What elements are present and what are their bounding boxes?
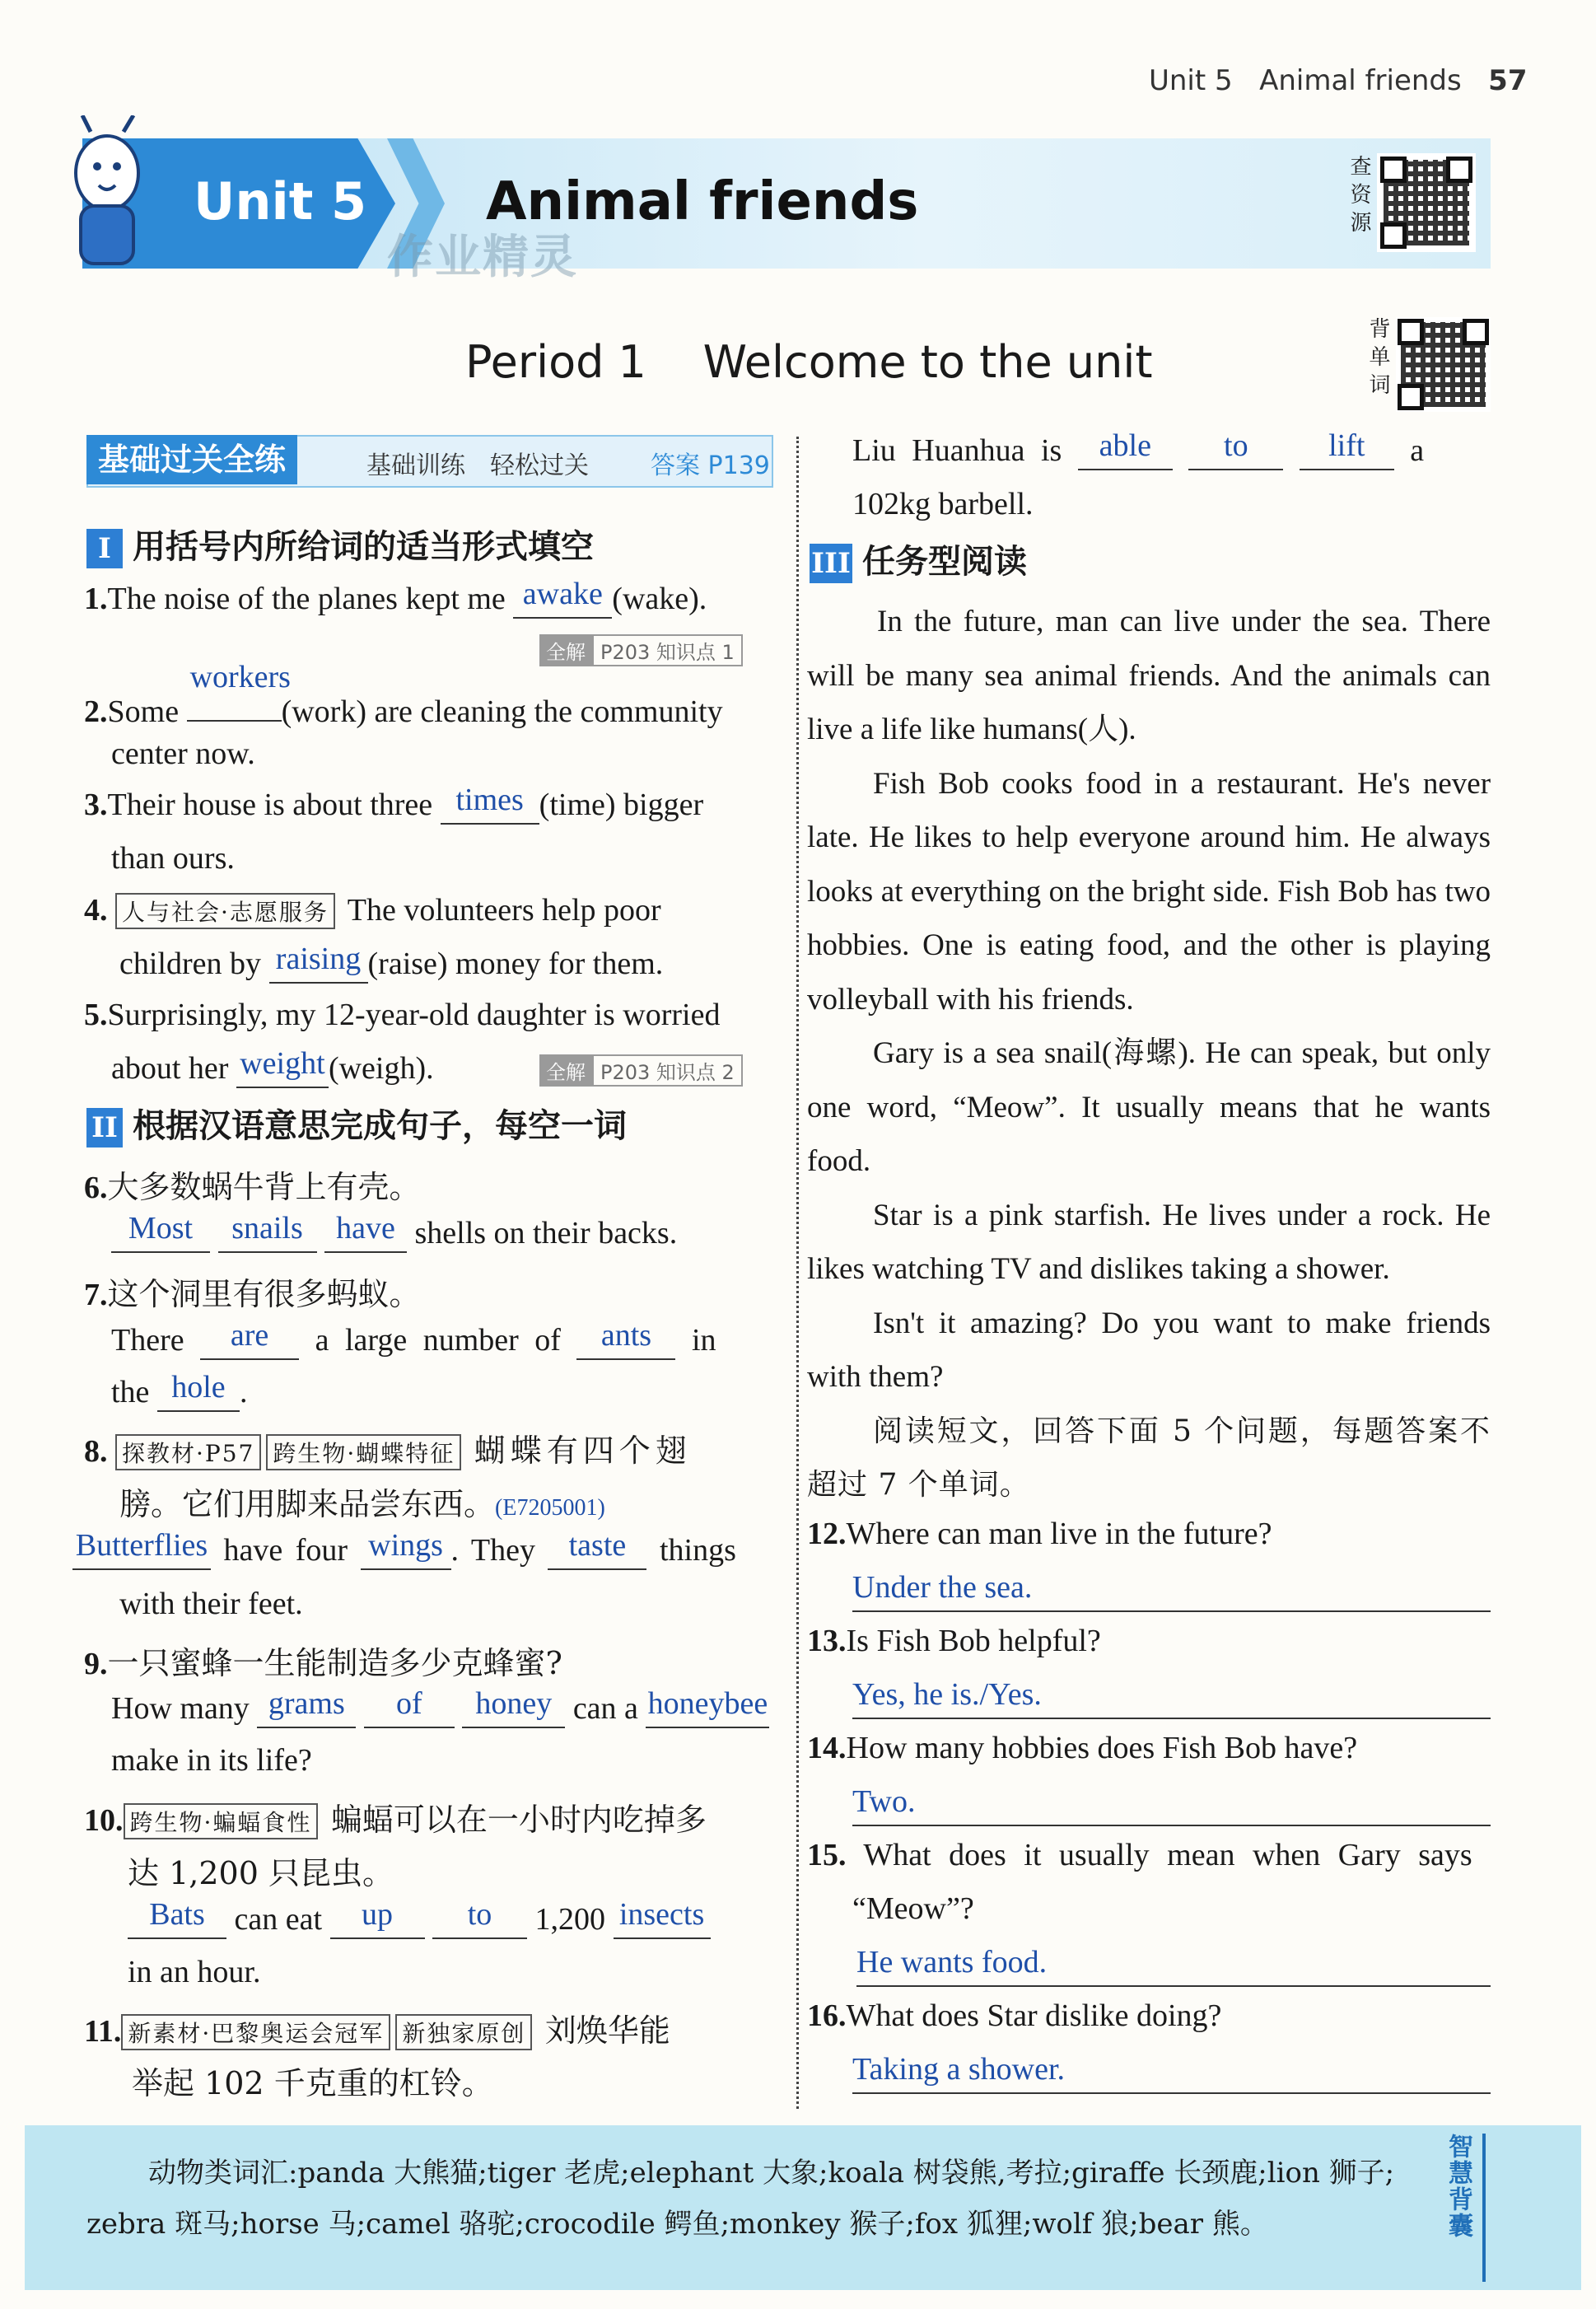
qr-resource-label: 查资源	[1346, 155, 1371, 239]
q6-num: 6.	[84, 1171, 108, 1205]
q5-ref-a: 全解	[539, 1054, 592, 1087]
unit-title: Animal friends	[486, 171, 919, 232]
q5	[84, 997, 720, 1033]
passage-para-4: Star is a pink starfish. He lives under a rock. He likes watching TV and dislikes taking a shower.	[807, 1198, 1491, 1286]
q5-answer: weight	[240, 1046, 325, 1081]
q8-answer-1: Butterflies	[75, 1528, 208, 1563]
q6-answer-2: snails	[231, 1211, 303, 1246]
q8-code: (E7205001)	[495, 1495, 605, 1521]
q11-blank-3[interactable]	[1300, 428, 1394, 470]
q7-w4: the	[111, 1375, 150, 1409]
q10-blank-4[interactable]	[614, 1897, 711, 1939]
q2-text: Some	[107, 694, 180, 729]
q7-blank-2[interactable]	[576, 1318, 675, 1360]
q7-w2: a large number of	[315, 1323, 561, 1358]
q11-cn-cont	[132, 2058, 493, 2103]
running-header-title: Animal friends	[1259, 64, 1462, 97]
q3-blank[interactable]	[441, 783, 539, 825]
q15-cont: “Meow”?	[852, 1891, 974, 1926]
q1-ref-b: P203 知识点 1	[592, 634, 743, 666]
section2-title	[86, 1100, 627, 1147]
column-divider	[796, 437, 799, 2109]
q6-blank-2[interactable]	[218, 1211, 317, 1253]
section3-roman: III	[810, 544, 852, 583]
q9-answer-1: grams	[268, 1686, 345, 1721]
q8-answer-3: taste	[568, 1528, 627, 1563]
q12: 12.Where can man live in the future?	[807, 1517, 1272, 1551]
q7-answer-3: hole	[171, 1370, 226, 1405]
practice-subtitle: 基础训练 轻松过关	[366, 451, 589, 480]
q14-answer-line[interactable]	[852, 1783, 1491, 1826]
q5-cont-pre: about her	[111, 1051, 229, 1086]
q11-cont: 102kg barbell.	[852, 487, 1034, 521]
q11-w1: Liu Huanhua is	[852, 433, 1062, 468]
page-number: 57	[1488, 64, 1528, 97]
q3-num: 3.	[84, 788, 108, 822]
q9-blank-3[interactable]	[462, 1686, 565, 1728]
q9-answer-2: of	[395, 1686, 422, 1721]
q7-cn: 这个洞里有很多蚂蚁。	[107, 1276, 421, 1312]
q1-post: (wake).	[612, 582, 707, 616]
q10-num: 10.	[84, 1803, 124, 1838]
q9-blank-4[interactable]	[646, 1686, 769, 1728]
q11-answer-1: able	[1099, 428, 1151, 463]
q7-w1: There	[111, 1323, 184, 1358]
q7-blank-1[interactable]	[200, 1318, 299, 1360]
q6-answer-3: have	[336, 1211, 395, 1246]
q9-cn: 一只蜜蜂一生能制造多少克蜂蜜?	[107, 1645, 562, 1681]
q12-answer: Under the sea.	[852, 1570, 1033, 1605]
q7-end: .	[239, 1375, 248, 1409]
q3-answer: times	[455, 783, 524, 817]
q4-answer: raising	[275, 942, 362, 976]
q9-w1: How many	[111, 1691, 250, 1726]
unit-label: Unit 5	[194, 171, 367, 231]
q9	[84, 1638, 562, 1683]
q4-post: The volunteers help poor	[347, 893, 661, 928]
q5-ref-b: P203 知识点 2	[592, 1054, 743, 1087]
q11-cn2: 举起 102 千克重的杠铃。	[132, 2065, 493, 2101]
q15-answer: He wants food.	[856, 1945, 1048, 1979]
q9-w2: can a	[572, 1691, 638, 1726]
qr-code-icon[interactable]	[1377, 153, 1476, 252]
q5-text: Surprisingly, my 12-year-old daughter is worried	[107, 998, 721, 1032]
q14-answer: Two.	[852, 1784, 916, 1819]
q4-cont-pre: children by	[119, 947, 262, 981]
q8-cn2: 膀。它们用脚来品尝东西。	[119, 1486, 496, 1522]
q9-cont: make in its life?	[111, 1743, 312, 1778]
q2-blank[interactable]	[187, 660, 291, 722]
q13: 13.Is Fish Bob helpful?	[807, 1624, 1101, 1658]
q10-en	[128, 1897, 711, 1939]
q10-answer-2: up	[362, 1897, 394, 1932]
q12-answer-line[interactable]	[852, 1569, 1491, 1612]
q8-en	[72, 1528, 736, 1570]
q6-blank-3[interactable]	[324, 1211, 407, 1253]
q9-blank-1[interactable]	[257, 1686, 356, 1728]
q1-text: The noise of the planes kept me	[107, 582, 506, 616]
section1-title	[86, 521, 594, 568]
q6-post: shells on their backs.	[414, 1216, 678, 1250]
running-header	[1149, 64, 1527, 97]
passage-para-2: Fish Bob cooks food in a restaurant. He's never late. He likes to help everyone around him. He always looks at everything on the bright side. Fish Bob has two hobbies. One is eating food, and the other is playing volleyball with his friends.	[807, 766, 1491, 1017]
q3	[84, 783, 704, 825]
q11	[84, 2005, 670, 2050]
running-header-unit: Unit 5	[1149, 64, 1233, 97]
qr-vocab-icon[interactable]	[1396, 317, 1491, 412]
q8-cont: with their feet.	[119, 1587, 303, 1621]
q10-cn-cont	[128, 1848, 394, 1893]
q8-blank-3[interactable]	[548, 1528, 646, 1570]
q3-cont: than ours.	[111, 841, 235, 876]
q8-num: 8.	[84, 1434, 108, 1469]
passage-para-5: Isn't it amazing? Do you want to make friends with them?	[807, 1306, 1491, 1394]
q9-answer-4: honeybee	[647, 1686, 768, 1721]
section2-title-text: 根据汉语意思完成句子，每空一词	[133, 1107, 627, 1145]
q8-cn1: 蝴蝶有四个翅	[474, 1433, 692, 1469]
q10-answer-3: to	[467, 1897, 492, 1932]
period-name: Welcome to the unit	[702, 336, 1153, 388]
footer-vocab-2: zebra 斑马;horse 马;camel 骆驼;crocodile 鳄鱼;monkey 猴子;fox 狐狸;wolf 狼;bear 熊。	[86, 2208, 1268, 2241]
q8-blank-2[interactable]	[361, 1528, 451, 1570]
q8-w3: things	[659, 1533, 736, 1568]
section2-roman: II	[86, 1108, 123, 1147]
q2-cont: center now.	[111, 736, 255, 771]
q4-tag: 人与社会·志愿服务	[115, 893, 335, 929]
q7-en	[111, 1318, 716, 1360]
q11-num: 11.	[84, 2014, 122, 2049]
q4-num: 4.	[84, 893, 108, 928]
q11-w2: a	[1410, 433, 1425, 468]
answer-ref: 答案 P139	[651, 451, 770, 480]
passage-para-1: In the future, man can live under the sea. There will be many sea animal friends. And the animals can live a life like humans(人).	[807, 605, 1491, 746]
q1-blank[interactable]	[513, 577, 612, 619]
q6-en	[111, 1211, 678, 1253]
q5-cont-post: (weigh).	[328, 1051, 434, 1086]
footer-vocab-1: 动物类词汇:panda 大熊猫;tiger 老虎;elephant 大象;koala 树袋熊,考拉;giraffe 长颈鹿;lion 狮子;	[148, 2157, 1395, 2190]
q7-answer-1: are	[230, 1318, 269, 1353]
q1-ref	[539, 634, 743, 666]
q15: 15. What does it usually mean when Gary says	[807, 1838, 1472, 1872]
q10-cont: in an hour.	[128, 1955, 261, 1989]
q11-answer-3: lift	[1328, 428, 1365, 463]
q2	[84, 660, 723, 730]
q7	[84, 1269, 421, 1314]
q8-answer-2: wings	[368, 1528, 443, 1563]
q4	[84, 892, 661, 929]
q11-cn1: 刘焕华能	[544, 2012, 670, 2049]
q11-blank-1[interactable]	[1078, 428, 1173, 470]
reading-passage	[807, 595, 1491, 1512]
q6	[84, 1162, 421, 1207]
q13-answer: Yes, he is./Yes.	[852, 1677, 1042, 1712]
q11-en	[852, 428, 1425, 470]
q1	[84, 577, 707, 619]
q9-num: 9.	[84, 1647, 108, 1681]
q16: 16.What does Star dislike doing?	[807, 1998, 1222, 2033]
q7-blank-3[interactable]	[157, 1370, 240, 1412]
q9-blank-2[interactable]	[364, 1686, 455, 1728]
q11-answer-2: to	[1224, 428, 1248, 463]
q14: 14.How many hobbies does Fish Bob have?	[807, 1731, 1358, 1765]
q10-tag: 跨生物·蝙蝠食性	[124, 1803, 319, 1839]
q4-cont	[119, 942, 664, 984]
q4-cont-post: (raise) money for them.	[367, 947, 664, 981]
footer-divider	[1482, 2134, 1486, 2282]
qr-vocab-label: 背单词	[1365, 317, 1390, 401]
passage-para-3: Gary is a sea snail(海螺). He can speak, but only one word, “Meow”. It usually means that he wants food.	[807, 1036, 1491, 1178]
q5-blank[interactable]	[236, 1046, 329, 1088]
section1-title-text: 用括号内所给词的适当形式填空	[133, 528, 594, 566]
q10-blank-3[interactable]	[432, 1897, 527, 1939]
q7-w3: in	[691, 1323, 716, 1358]
q1-answer: awake	[522, 577, 603, 611]
q10-w2: 1,200	[534, 1902, 606, 1937]
q10-cn1: 蝙蝠可以在一小时内吃掉多	[330, 1802, 707, 1838]
q11-tag2: 新独家原创	[395, 2014, 532, 2050]
q1-num: 1.	[84, 582, 108, 616]
q15-answer-line[interactable]	[856, 1944, 1491, 1987]
q5-num: 5.	[84, 998, 108, 1032]
q10-cn2: 达 1,200 只昆虫。	[128, 1855, 394, 1891]
q10-answer-4: insects	[618, 1897, 705, 1932]
section3-title-text: 任务型阅读	[862, 543, 1027, 581]
q6-cn: 大多数蜗牛背上有壳。	[107, 1169, 421, 1205]
q8-tag2: 跨生物·蝴蝶特征	[266, 1434, 461, 1470]
watermark: 作业精灵	[387, 231, 578, 284]
practice-title: 基础过关全练	[86, 435, 297, 484]
q9-answer-3: honey	[475, 1686, 553, 1721]
q8-w1: have four	[223, 1533, 348, 1568]
q11-blank-2[interactable]	[1188, 428, 1283, 470]
q6-blank-1[interactable]	[111, 1211, 210, 1253]
q10-blank-2[interactable]	[330, 1897, 425, 1939]
q7-cont	[111, 1370, 248, 1412]
q8	[84, 1425, 692, 1470]
q16-answer-line[interactable]	[852, 2051, 1491, 2094]
q10	[84, 1794, 707, 1839]
footer-side-label: 智慧背囊	[1444, 2134, 1472, 2239]
q2-num: 2.	[84, 694, 108, 729]
q1-ref-a: 全解	[539, 634, 592, 666]
q9-en	[111, 1686, 769, 1728]
q10-w1: can eat	[234, 1902, 323, 1937]
q7-num: 7.	[84, 1278, 108, 1312]
q10-blank-1[interactable]	[128, 1897, 226, 1939]
instruction: 阅读短文，回答下面 5 个问题，每题答案不超过 7 个单词。	[807, 1414, 1491, 1502]
period-label: Period 1	[465, 336, 646, 388]
q8-tag1: 探教材·P57	[115, 1434, 261, 1470]
q4-blank[interactable]	[269, 942, 368, 984]
q2-post: (work) are cleaning the community	[281, 694, 723, 729]
q7-answer-2: ants	[600, 1318, 652, 1353]
q13-answer-line[interactable]	[852, 1676, 1491, 1719]
q8-cn-cont	[119, 1479, 605, 1524]
q11-tag1: 新素材·巴黎奥运会冠军	[121, 2014, 390, 2050]
q6-answer-1: Most	[128, 1211, 194, 1246]
q3-post: (time) bigger	[539, 788, 704, 822]
q16-answer: Taking a shower.	[852, 2052, 1066, 2087]
q5-cont	[111, 1046, 434, 1088]
section1-roman: I	[86, 529, 123, 568]
q2-answer: workers	[189, 660, 291, 694]
q8-w2: . They	[450, 1533, 535, 1568]
q5-ref	[539, 1054, 743, 1087]
q10-answer-1: Bats	[149, 1897, 205, 1932]
q3-text: Their house is about three	[107, 788, 433, 822]
mascot-icon	[58, 115, 156, 280]
period-title	[465, 336, 1153, 388]
q8-blank-1[interactable]	[72, 1528, 211, 1570]
section3-title	[810, 535, 1027, 583]
